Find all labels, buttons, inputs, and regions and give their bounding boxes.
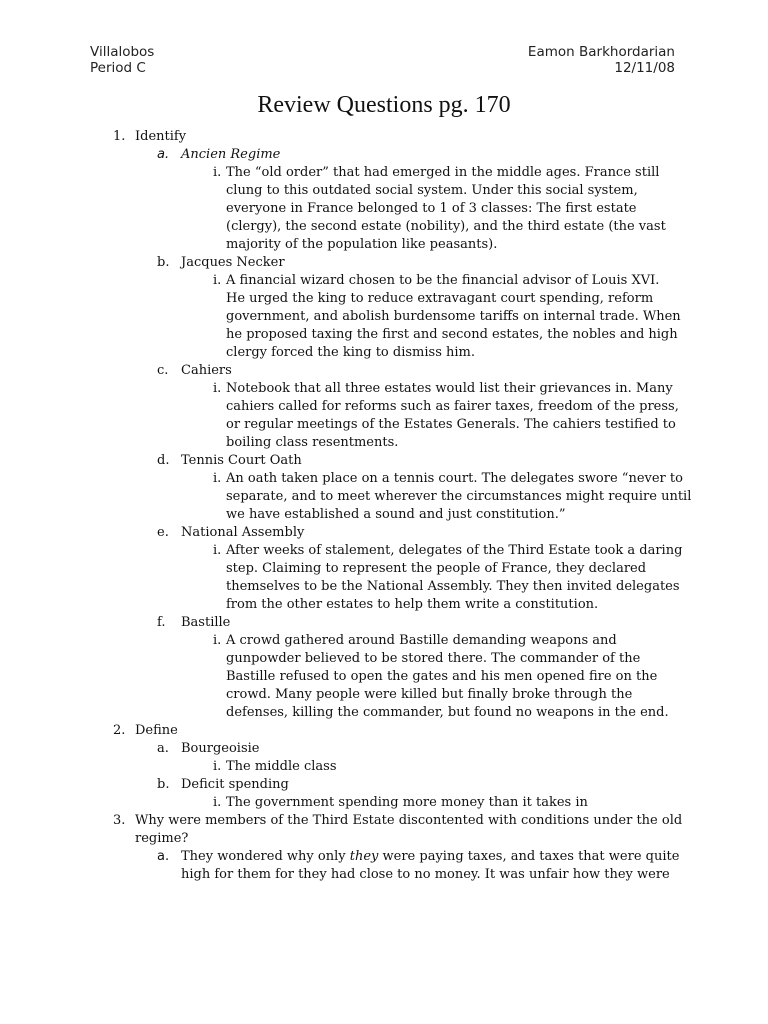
- answer-text: A financial wizard chosen to be the financial advisor of Louis XVI.: [226, 273, 660, 288]
- student-name: Villalobos: [90, 44, 155, 60]
- answer-line: [0, 470, 768, 488]
- item-letter: d.: [157, 453, 170, 468]
- page-title: Review Questions pg. 170: [257, 92, 511, 118]
- answer-numeral: i.: [213, 471, 222, 486]
- answer-numeral: i.: [213, 795, 222, 810]
- document-date: 12/11/08: [614, 60, 675, 76]
- question-line: [0, 812, 768, 830]
- answer-text: we have established a sound and just constitution.”: [226, 507, 566, 522]
- answer-line: [0, 560, 768, 578]
- answer-text: separate, and to meet wherever the circumstances might require until: [226, 489, 692, 504]
- answer-line: [0, 596, 768, 614]
- answer-line: [0, 398, 768, 416]
- answer-line: [0, 236, 768, 254]
- answer-letter: a.: [157, 849, 170, 864]
- answer-text: The “old order” that had emerged in the middle ages. France still: [226, 165, 660, 180]
- answer-text: Bastille refused to open the gates and his men opened fire on the: [226, 669, 658, 684]
- answer-text: or regular meetings of the Estates Generals. The cahiers testified to: [226, 417, 676, 432]
- answer-text: boiling class resentments.: [226, 435, 399, 450]
- term-item: [0, 524, 768, 542]
- answer-line: [0, 578, 768, 596]
- answer-line: [0, 164, 768, 182]
- answer-line: [0, 632, 768, 650]
- answer-text: government, and abolish burdensome tariffs on internal trade. When: [226, 309, 681, 324]
- answer-line: [0, 668, 768, 686]
- author-name: Eamon Barkhordarian: [527, 44, 675, 60]
- answer-line: [0, 542, 768, 560]
- emphasized-word: they: [349, 849, 379, 864]
- answer-line: [0, 218, 768, 236]
- section-label: Identify: [135, 129, 187, 144]
- answer-text: themselves to be the National Assembly. They then invited delegates: [226, 579, 680, 594]
- answer-line: [0, 380, 768, 398]
- term-item: [0, 362, 768, 380]
- answer-text: step. Claiming to represent the people of France, they declared: [226, 561, 647, 576]
- answer-text: After weeks of stalement, delegates of the Third Estate took a daring: [226, 543, 683, 558]
- answer-text: gunpowder believed to be stored there. The commander of the: [226, 651, 641, 666]
- section-heading: [0, 722, 768, 740]
- term-label: National Assembly: [181, 525, 305, 540]
- answer-text: crowd. Many people were killed but finally broke through the: [226, 687, 633, 702]
- answer-numeral: i.: [213, 759, 222, 774]
- item-letter: f.: [157, 615, 166, 630]
- answer-fragment: were paying taxes, and taxes that were quite: [378, 849, 680, 864]
- term-item: [0, 614, 768, 632]
- answer-line: [0, 290, 768, 308]
- term-item: [0, 254, 768, 272]
- term-label: Tennis Court Oath: [181, 453, 302, 468]
- item-letter: b.: [157, 255, 170, 270]
- answer-line: [0, 416, 768, 434]
- answer-fragment: They wondered why only: [181, 849, 350, 864]
- term-item: [0, 452, 768, 470]
- answer-line: [0, 686, 768, 704]
- answer-line: [0, 866, 768, 884]
- answer-line: [0, 272, 768, 290]
- answer-text: cahiers called for reforms such as fairer taxes, freedom of the press,: [226, 399, 679, 414]
- answer-line: [0, 794, 768, 812]
- answer-numeral: i.: [213, 273, 222, 288]
- section-number: 1.: [113, 129, 126, 144]
- section-label: Define: [135, 723, 178, 738]
- question-text: Why were members of the Third Estate discontented with conditions under the old: [135, 813, 683, 828]
- answer-text: (clergy), the second estate (nobility), and the third estate (the vast: [226, 219, 666, 234]
- answer-text: The middle class: [226, 759, 337, 774]
- section-number: 2.: [113, 723, 126, 738]
- question-line: [0, 830, 768, 848]
- item-letter: b.: [157, 777, 170, 792]
- question-text: regime?: [135, 831, 189, 846]
- answer-text: He urged the king to reduce extravagant court spending, reform: [226, 291, 654, 306]
- term-label: Jacques Necker: [181, 255, 285, 270]
- answer-line: [0, 506, 768, 524]
- answer-numeral: i.: [213, 543, 222, 558]
- answer-line: [0, 200, 768, 218]
- answer-text: clung to this outdated social system. Under this social system,: [226, 183, 638, 198]
- item-letter: a.: [157, 741, 169, 756]
- term-label: Ancien Regime: [181, 147, 281, 162]
- answer-text: everyone in France belonged to 1 of 3 classes: The first estate: [226, 201, 637, 216]
- answer-line: [0, 326, 768, 344]
- answer-text: A crowd gathered around Bastille demanding weapons and: [226, 633, 617, 648]
- answer-text: he proposed taxing the first and second estates, the nobles and high: [226, 327, 678, 342]
- answer-text: majority of the population like peasants).: [226, 237, 498, 252]
- answer-text: high for them for they had close to no money. It was unfair how they were: [181, 867, 670, 882]
- item-letter: e.: [157, 525, 169, 540]
- term-item: [0, 776, 768, 794]
- answer-text: from the other estates to help them write a constitution.: [226, 597, 599, 612]
- item-letter: c.: [157, 363, 169, 378]
- answer-line: [0, 758, 768, 776]
- answer-line: [0, 488, 768, 506]
- item-letter: a.: [157, 147, 170, 162]
- answer-numeral: i.: [213, 165, 222, 180]
- section-heading: [0, 128, 768, 146]
- term-label: Bastille: [181, 615, 231, 630]
- answer-line: [0, 308, 768, 326]
- outline-body: [0, 128, 768, 884]
- answer-text: The government spending more money than it takes in: [226, 795, 588, 810]
- answer-line: [0, 848, 768, 866]
- term-item: [0, 740, 768, 758]
- class-period: Period C: [90, 60, 146, 76]
- answer-text: An oath taken place on a tennis court. The delegates swore “never to: [226, 471, 683, 486]
- answer-text: clergy forced the king to dismiss him.: [226, 345, 475, 360]
- answer-line: [0, 182, 768, 200]
- answer-text: [181, 848, 679, 866]
- answer-text: Notebook that all three estates would list their grievances in. Many: [226, 381, 673, 396]
- answer-text: defenses, killing the commander, but found no weapons in the end.: [226, 705, 669, 720]
- section-number: 3.: [113, 813, 126, 828]
- answer-numeral: i.: [213, 381, 222, 396]
- answer-line: [0, 344, 768, 362]
- answer-numeral: i.: [213, 633, 222, 648]
- term-label: Bourgeoisie: [181, 741, 260, 756]
- answer-line: [0, 434, 768, 452]
- term-label: Cahiers: [181, 363, 232, 378]
- term-label: Deficit spending: [181, 777, 289, 792]
- answer-line: [0, 650, 768, 668]
- term-item: [0, 146, 768, 164]
- answer-line: [0, 704, 768, 722]
